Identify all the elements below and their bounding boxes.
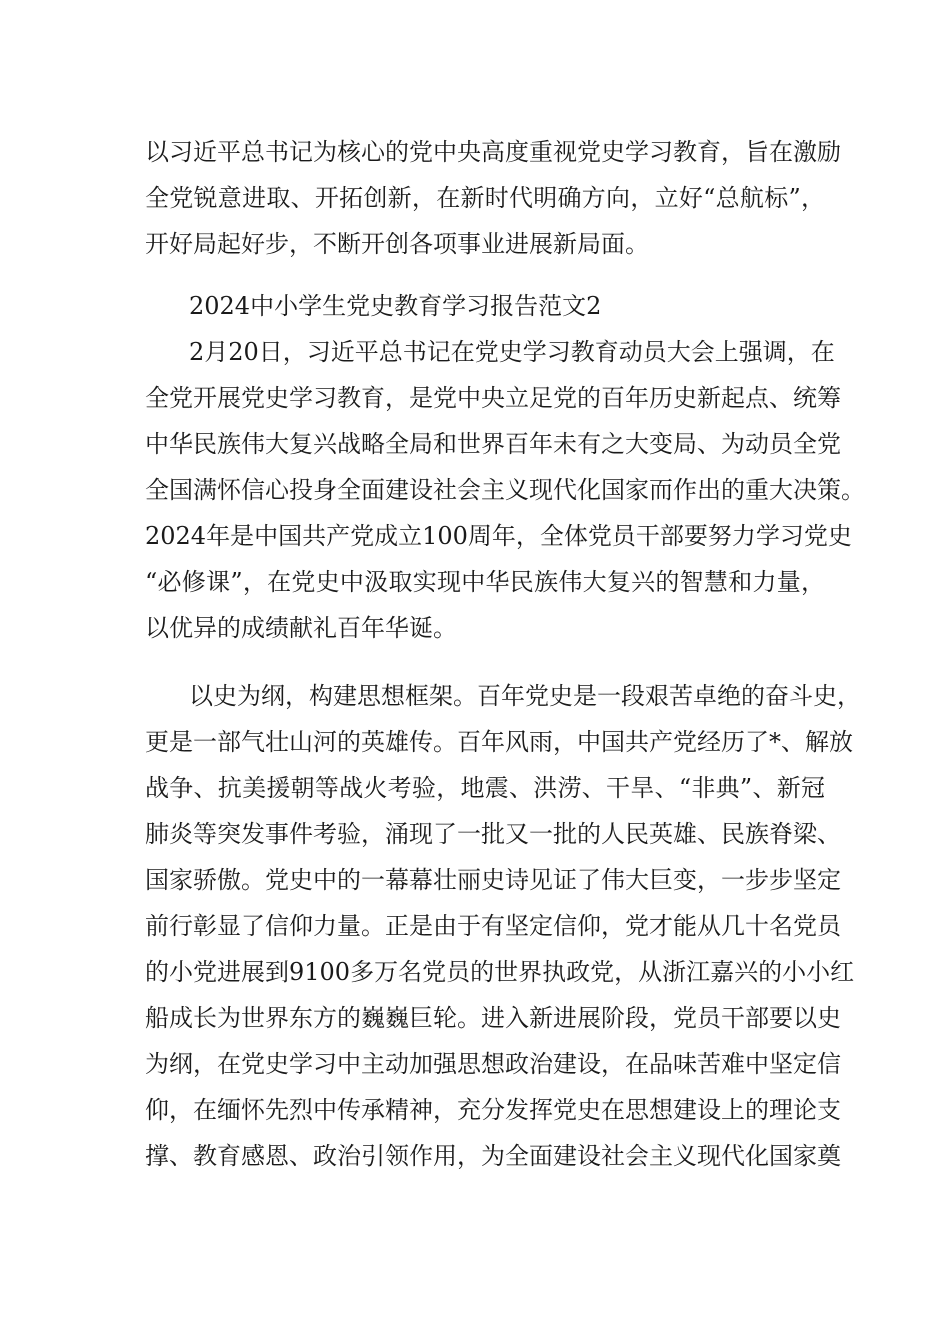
paragraph-1 [145,329,865,651]
text-line: 仰，在缅怀先烈中传承精神，充分发挥党史在思想建设上的理论支 [145,1096,841,1124]
text-line: 开好局起好步，不断开创各项事业进展新局面。 [145,230,649,258]
text-line: 全国满怀信心投身全面建设社会主义现代化国家而作出的重大决策。 [145,476,865,504]
text-line: 2024年是中国共产党成立100周年，全体党员干部要努力学习党史 [145,522,852,550]
text-line: 全党开展党史学习教育，是党中央立足党的百年历史新起点、统筹 [145,384,841,412]
heading-text: 2024中小学生党史教育学习报告范文2 [189,292,602,320]
text-line: “必修课”，在党史中汲取实现中华民族伟大复兴的智慧和力量， [145,568,825,596]
paragraph-intro-tail [145,129,841,267]
section-heading [145,283,825,329]
text-line: 前行彰显了信仰力量。正是由于有坚定信仰，党才能从几十名党员 [145,912,841,940]
text-line: 2月20日，习近平总书记在党史学习教育动员大会上强调，在 [189,338,835,366]
text-line: 撑、教育感恩、政治引领作用，为全面建设社会主义现代化国家奠 [145,1142,841,1170]
text-line: 船成长为世界东方的巍巍巨轮。进入新进展阶段，党员干部要以史 [145,1004,841,1032]
text-line: 以优异的成绩献礼百年华诞。 [145,614,457,642]
text-line: 战争、抗美援朝等战火考验，地震、洪涝、干旱、“非典”、新冠 [145,774,825,802]
text-line: 为纲，在党史学习中主动加强思想政治建设，在品味苦难中坚定信 [145,1050,841,1078]
text-line: 全党锐意进取、开拓创新，在新时代明确方向，立好“总航标”， [145,184,825,212]
text-line: 国家骄傲。党史中的一幕幕壮丽史诗见证了伟大巨变，一步步坚定 [145,866,841,894]
text-line: 的小党进展到9100多万名党员的世界执政党，从浙江嘉兴的小小红 [145,958,855,986]
text-line: 肺炎等突发事件考验，涌现了一批又一批的人民英雄、民族脊梁、 [145,820,841,848]
text-line: 以习近平总书记为核心的党中央高度重视党史学习教育，旨在激励 [145,138,841,166]
text-line: 以史为纲，构建思想框架。百年党史是一段艰苦卓绝的奋斗史， [189,682,861,710]
text-line: 中华民族伟大复兴战略全局和世界百年未有之大变局、为动员全党 [145,430,841,458]
text-line: 更是一部气壮山河的英雄传。百年风雨，中国共产党经历了*、解放 [145,728,853,756]
paragraph-2 [145,673,861,1179]
